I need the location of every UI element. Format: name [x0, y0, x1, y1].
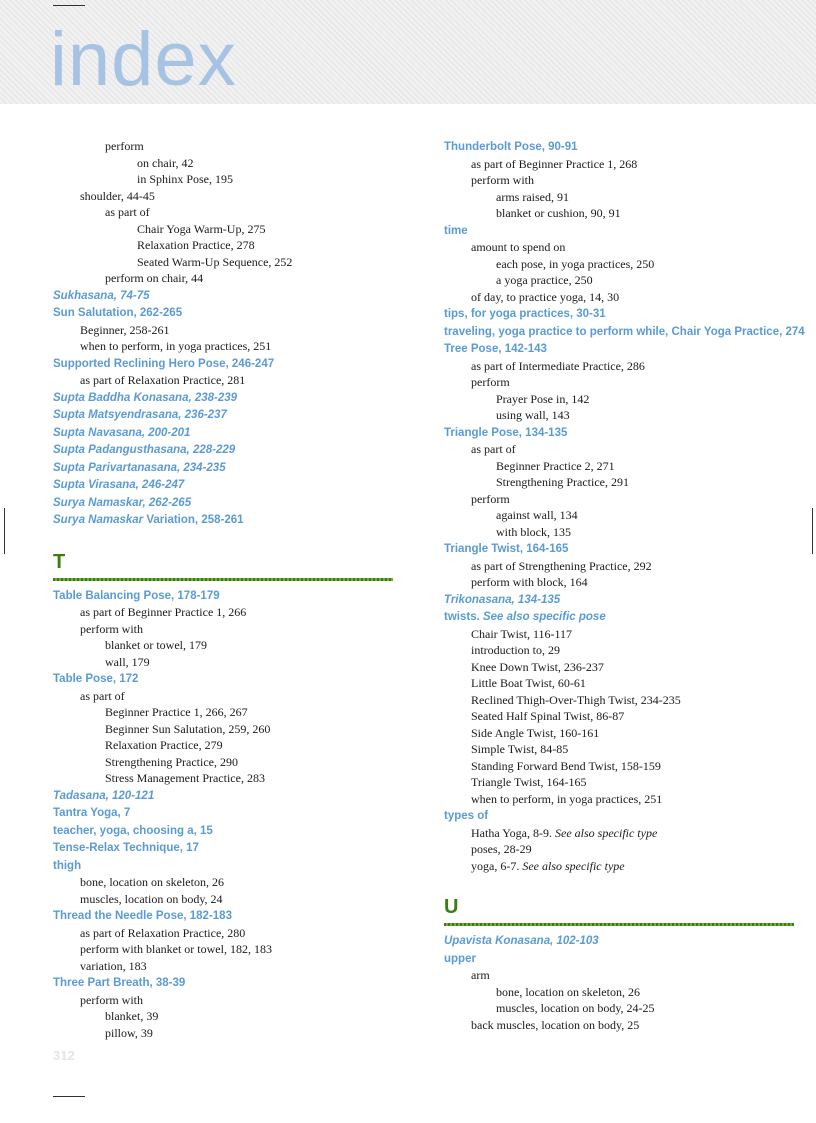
section-header-u: [444, 894, 794, 928]
index-subentry: [444, 984, 794, 1001]
entry-text: as part of Strengthening Practice, 292: [471, 558, 652, 573]
entry-text: Beginner Practice 2, 271: [496, 458, 615, 473]
page-title: index: [50, 17, 237, 102]
index-subentry: [53, 322, 393, 339]
entry-text: as part of Relaxation Practice, 280: [80, 925, 246, 940]
entry-text: Triangle Twist, 164-165: [471, 775, 587, 789]
entry-text: perform with block, 164: [471, 575, 588, 589]
crop-mark-left: [4, 508, 5, 554]
index-subentry: [53, 958, 393, 975]
entry-text: Variation, 258-261: [143, 514, 244, 526]
index-subentry: [53, 925, 393, 942]
entry-text: Stress Management Practice, 283: [105, 771, 265, 785]
entry-text: Strengthening Practice, 291: [496, 475, 629, 489]
index-subentry: [53, 237, 393, 254]
entry-text: blanket or towel, 179: [105, 638, 207, 652]
index-subentry: [444, 626, 794, 643]
index-subentry: [53, 721, 393, 738]
entry-text: Hatha Yoga, 8-9.: [471, 825, 555, 840]
entry-text: with block, 135: [496, 524, 571, 539]
index-subentry: [53, 372, 393, 389]
index-heading: [444, 932, 794, 950]
entry-text: Prayer Pose in, 142: [496, 391, 590, 406]
section-rule: [444, 923, 794, 926]
entry-text: tips, for yoga practices, 30-31: [444, 308, 606, 320]
entry-text: Chair Yoga Warm-Up, 275: [137, 221, 266, 236]
entry-text: Simple Twist, 84-85: [471, 742, 569, 756]
index-heading: [444, 340, 794, 358]
index-subentry: [53, 155, 393, 172]
entry-text: Sun Salutation, 262-265: [53, 307, 183, 319]
index-subentry: [444, 491, 794, 508]
index-column-right: [444, 138, 805, 1033]
entry-text: perform: [105, 139, 144, 153]
entry-text: types of: [444, 810, 489, 822]
index-subentry: [444, 507, 794, 524]
index-subentry: [444, 172, 794, 189]
entry-text: Supta Virasana, 246-247: [53, 479, 185, 491]
entry-text: yoga, 6-7.: [471, 858, 523, 873]
index-subentry: [444, 289, 794, 306]
index-subentry: [444, 841, 794, 858]
index-heading: [53, 441, 393, 459]
index-column-left: [53, 138, 393, 1041]
entry-text: upper: [444, 952, 476, 965]
index-heading: [53, 857, 393, 875]
entry-text: perform with: [80, 621, 143, 636]
index-subentry: [53, 338, 393, 355]
entry-text: blanket, 39: [105, 1009, 159, 1023]
entry-text: Surya Namaskar, 262-265: [53, 496, 192, 509]
entry-text: as part of: [105, 205, 150, 219]
index-heading: [444, 950, 794, 968]
index-subentry: [53, 1008, 393, 1025]
index-subentry: [444, 574, 794, 591]
entry-text: Table Pose, 172: [53, 673, 139, 685]
index-subentry: [444, 441, 794, 458]
index-heading: [444, 222, 794, 240]
entry-text: Knee Down Twist, 236-237: [471, 659, 604, 674]
index-heading: [444, 323, 805, 341]
index-subentry: [444, 725, 794, 742]
entry-text: muscles, location on body, 24-25: [496, 1001, 655, 1015]
entry-text: perform with blanket or towel, 182, 183: [80, 942, 272, 956]
index-subentry: [444, 358, 794, 375]
section-rule: [53, 578, 393, 581]
entry-text: poses, 28-29: [471, 842, 532, 856]
index-subentry: [444, 474, 794, 491]
index-subentry: [444, 791, 794, 808]
index-subentry: [444, 256, 794, 273]
index-subentry: [444, 967, 794, 984]
entry-text: as part of: [80, 688, 125, 703]
page-number: 312: [53, 1048, 75, 1063]
index-subentry: [53, 992, 393, 1009]
crop-mark-right: [812, 508, 813, 554]
entry-text: Strengthening Practice, 290: [105, 754, 238, 769]
index-heading: [53, 476, 393, 494]
index-heading: [53, 304, 393, 322]
index-heading: [53, 822, 393, 840]
entry-text: bone, location on skeleton, 26: [496, 984, 640, 999]
entry-text: Beginner Sun Salutation, 259, 260: [105, 721, 271, 736]
index-subentry: [53, 138, 393, 155]
index-subentry: [53, 654, 393, 671]
entry-text: perform: [471, 491, 510, 506]
index-heading: [53, 974, 393, 992]
entry-text: Beginner, 258-261: [80, 322, 170, 337]
entry-text: arm: [471, 968, 490, 982]
entry-text: perform with: [80, 992, 143, 1007]
index-subentry: [444, 205, 794, 222]
index-subentry: [53, 171, 393, 188]
entry-text: variation, 183: [80, 958, 147, 973]
entry-text: time: [444, 224, 468, 237]
index-subentry: [444, 407, 794, 424]
index-heading: [53, 406, 393, 424]
index-subentry: [53, 621, 393, 638]
entry-text: Supta Parivartanasana, 234-235: [53, 461, 226, 474]
entry-text: Tantra Yoga, 7: [53, 807, 131, 819]
entry-text: introduction to, 29: [471, 643, 560, 657]
entry-text: muscles, location on body, 24: [80, 891, 223, 906]
entry-text: as part of Intermediate Practice, 286: [471, 358, 645, 373]
index-heading: [53, 511, 393, 529]
index-heading: [53, 670, 393, 688]
entry-text: Tense-Relax Technique, 17: [53, 842, 199, 854]
index-subentry: [444, 239, 794, 256]
entry-text: Triangle Pose, 134-135: [444, 426, 568, 439]
entry-text: as part of Beginner Practice 1, 268: [471, 156, 638, 171]
entry-text: Supta Navasana, 200-201: [53, 426, 191, 439]
index-subentry: [53, 254, 393, 271]
entry-text: Supta Baddha Konasana, 238-239: [53, 391, 238, 404]
entry-text: as part of Beginner Practice 1, 266: [80, 605, 247, 619]
entry-text: each pose, in yoga practices, 250: [496, 256, 655, 271]
see-also-reference: See also specific type: [522, 858, 625, 873]
index-heading: [444, 608, 794, 626]
entry-text: Standing Forward Bend Twist, 158-159: [471, 758, 661, 773]
entry-text: Sukhasana, 74-75: [53, 289, 150, 302]
index-subentry: [53, 604, 393, 621]
entry-text: amount to spend on: [471, 240, 566, 254]
entry-italic-prefix: Surya Namaskar: [53, 514, 144, 526]
section-letter: U: [444, 896, 459, 918]
entry-text: Side Angle Twist, 160-161: [471, 725, 600, 740]
index-subentry: [53, 891, 393, 908]
index-subentry: [53, 874, 393, 891]
index-subentry: [444, 692, 794, 709]
entry-text: wall, 179: [105, 654, 150, 669]
index-subentry: [444, 675, 794, 692]
entry-text: Reclined Thigh-Over-Thigh Twist, 234-235: [471, 692, 681, 707]
index-subentry: [444, 189, 794, 206]
index-subentry: [53, 941, 393, 958]
index-heading: [53, 287, 393, 305]
entry-text: blanket or cushion, 90, 91: [496, 206, 621, 220]
see-also-reference: See also specific pose: [482, 611, 606, 623]
entry-text: Relaxation Practice, 279: [105, 738, 223, 752]
entry-text: a yoga practice, 250: [496, 273, 593, 287]
entry-text: using wall, 143: [496, 408, 570, 422]
section-header-t: [53, 549, 393, 583]
index-subentry: [53, 637, 393, 654]
index-subentry: [444, 374, 794, 391]
index-subentry: [444, 524, 794, 541]
entry-text: Supta Padangusthasana, 228-229: [53, 444, 236, 456]
index-subentry: [53, 204, 393, 221]
index-subentry: [53, 270, 393, 287]
entry-text: of day, to practice yoga, 14, 30: [471, 289, 620, 304]
entry-text: Trikonasana, 134-135: [444, 593, 561, 606]
entry-text: perform: [471, 375, 510, 389]
entry-text: Supported Reclining Hero Pose, 246-247: [53, 357, 275, 370]
entry-text: Thunderbolt Pose, 90-91: [444, 141, 578, 153]
index-subentry: [444, 156, 794, 173]
index-subentry: [444, 1000, 794, 1017]
entry-text: when to perform, in yoga practices, 251: [80, 339, 272, 353]
index-subentry: [53, 688, 393, 705]
index-subentry: [444, 858, 794, 875]
entry-text: Tadasana, 120-121: [53, 789, 155, 802]
crop-mark-top: [53, 5, 85, 6]
entry-text: thigh: [53, 859, 82, 872]
entry-text: Upavista Konasana, 102-103: [444, 935, 599, 947]
index-heading: [444, 138, 794, 156]
entry-text: Relaxation Practice, 278: [137, 238, 255, 252]
index-heading: [53, 787, 393, 805]
entry-text: against wall, 134: [496, 508, 578, 522]
entry-text: Supta Matsyendrasana, 236-237: [53, 409, 227, 421]
entry-text: bone, location on skeleton, 26: [80, 875, 224, 889]
index-subentry: [53, 704, 393, 721]
entry-text: Little Boat Twist, 60-61: [471, 676, 586, 690]
entry-text: perform with: [471, 173, 534, 187]
index-subentry: [53, 221, 393, 238]
index-heading: [53, 494, 393, 512]
index-heading: [53, 587, 393, 605]
index-subentry: [444, 774, 794, 791]
entry-text: Beginner Practice 1, 266, 267: [105, 705, 248, 719]
index-heading: [53, 839, 393, 857]
index-heading: [444, 591, 794, 609]
section-letter: T: [53, 550, 66, 573]
entry-text: Triangle Twist, 164-165: [444, 543, 569, 555]
index-heading: [53, 907, 393, 925]
entry-text: when to perform, in yoga practices, 251: [471, 791, 663, 806]
index-subentry: [53, 770, 393, 787]
index-subentry: [444, 458, 794, 475]
index-subentry: [444, 741, 794, 758]
index-heading: [444, 424, 794, 442]
index-subentry: [53, 1025, 393, 1042]
index-subentry: [53, 754, 393, 771]
entry-text: Chair Twist, 116-117: [471, 626, 573, 641]
entry-text: Seated Warm-Up Sequence, 252: [137, 254, 293, 269]
index-subentry: [444, 708, 794, 725]
index-subentry: [444, 558, 794, 575]
entry-text: Three Part Breath, 38-39: [53, 977, 186, 989]
entry-text: perform on chair, 44: [105, 271, 204, 285]
entry-text: Thread the Needle Pose, 182-183: [53, 910, 232, 922]
see-also-reference: See also specific type: [555, 825, 658, 840]
index-subentry: [444, 272, 794, 289]
index-subentry: [444, 642, 794, 659]
entry-text: shoulder, 44-45: [80, 188, 155, 203]
index-heading: [53, 804, 393, 822]
index-heading: [444, 807, 794, 825]
index-subentry: [444, 825, 794, 842]
index-heading: [53, 389, 393, 407]
index-heading: [53, 424, 393, 442]
index-subentry: [444, 659, 794, 676]
entry-text: on chair, 42: [137, 155, 194, 170]
entry-text: arms raised, 91: [496, 189, 569, 204]
crop-mark-bottom: [53, 1096, 85, 1097]
entry-text: as part of: [471, 442, 516, 456]
entry-text: in Sphinx Pose, 195: [137, 172, 234, 186]
index-heading: [53, 355, 393, 373]
index-subentry: [53, 188, 393, 205]
entry-text: twists.: [444, 611, 483, 623]
entry-text: teacher, yoga, choosing a, 15: [53, 824, 213, 837]
index-subentry: [53, 737, 393, 754]
index-subentry: [444, 758, 794, 775]
entry-text: Tree Pose, 142-143: [444, 343, 547, 355]
index-heading: [53, 459, 393, 477]
index-subentry: [444, 391, 794, 408]
entry-text: traveling, yoga practice to perform while, Chair Yoga Practice, 274: [444, 325, 805, 338]
entry-text: back muscles, location on body, 25: [471, 1017, 640, 1032]
index-subentry: [444, 1017, 794, 1034]
entry-text: pillow, 39: [105, 1025, 153, 1040]
index-heading: [444, 540, 794, 558]
entry-text: Seated Half Spinal Twist, 86-87: [471, 709, 625, 723]
index-heading: [444, 305, 794, 323]
entry-text: as part of Relaxation Practice, 281: [80, 373, 246, 387]
entry-text: Table Balancing Pose, 178-179: [53, 589, 220, 602]
